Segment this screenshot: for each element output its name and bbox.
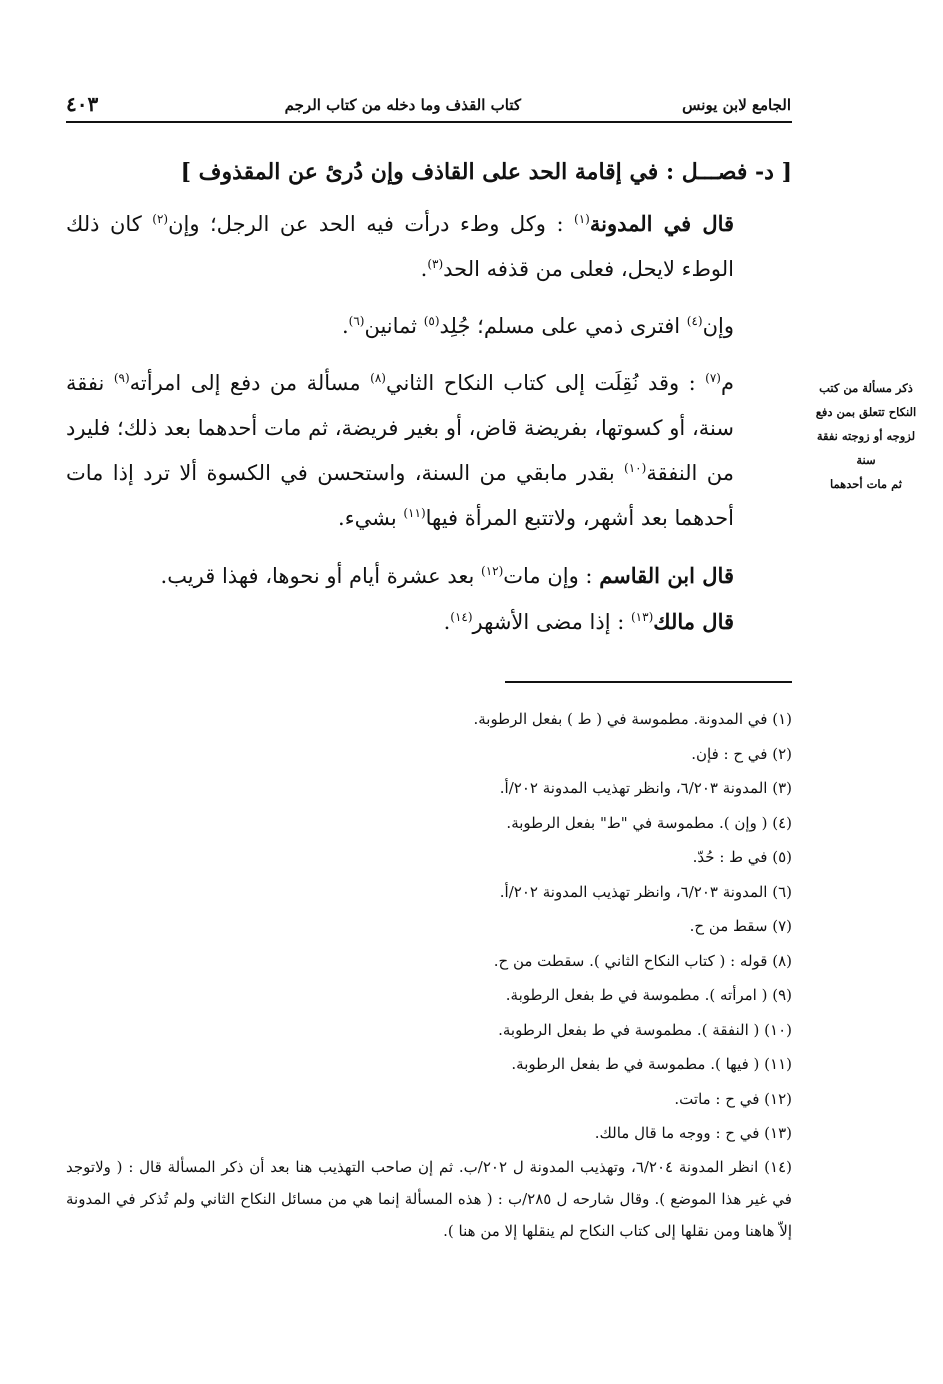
footnote-ref: (١٤) [450, 610, 473, 624]
footnotes [66, 702, 792, 1247]
footnote-ref: (٩) [113, 371, 130, 385]
footnote-ref: (٧) [705, 371, 721, 385]
footnote-ref: (٢) [152, 212, 169, 226]
running-header [66, 92, 791, 120]
paragraph-text: : إذا مضى الأشهر [472, 610, 631, 634]
paragraph-text: بعد عشرة أيام أو نحوها، فهذا قريب. [160, 564, 481, 588]
paragraph-text: مسألة من دفع إلى امرأته [129, 371, 371, 395]
marginal-note [806, 376, 926, 496]
footnote-ref: (٥) [423, 314, 440, 328]
footnote: (١١) ( فيها ). مطموسة في ط بفعل الرطوبة. [511, 1055, 792, 1073]
footnote: (١٤) انظر المدونة ٦/٢٠٤، وتهذيب المدونة ل ٢٠٢/ب. ثم إن صاحب التهذيب هنا بعد أن ذكر المسألة قال : ( ولاتوجد في غير هذا الموضع ). وقال شارحه ل ٢٨٥/ب : ( هذه المسألة إنما هي من مسائل النكاح الثاني ولم تُذكر في المدونة إلاّ هاهنا ومن نقلها إلى كتاب النكاح لم ينقلها إلا من هنا ). [66, 1157, 792, 1240]
paragraph-text: بقدر مابقي من السنة، واستحسن في الكسوة ألا ترد إذا مات أحدهما بعد أشهر، ولاتتبع المرأة فيها [66, 461, 734, 530]
footnote-separator [505, 681, 792, 683]
paragraph-text: كان ذلك الوطء لايحل، فعلى من قذفه الحد [66, 212, 734, 281]
footnote: (١٣) في ح : ووجه ما قال مالك. [594, 1124, 792, 1142]
footnote-ref: (٨) [370, 371, 386, 385]
paragraph-text: . [443, 610, 451, 634]
footnote: (٢) في ح : فإن. [691, 744, 792, 763]
marginal-line: لزوجه أو زوجته نفقة سنة [816, 429, 916, 467]
footnote: (٦) المدونة ٦/٢٠٣، وانظر تهذيب المدونة ٢٠٢/أ. [499, 882, 792, 901]
paragraph-text: . [420, 257, 428, 281]
marginal-line: ثم مات أحدهما [830, 477, 902, 491]
speaker-lead: قال في المدونة [589, 211, 735, 236]
paragraph-text: وإن [702, 314, 734, 338]
paragraph [66, 361, 792, 541]
paragraph-text: ثمانين [364, 314, 424, 338]
paragraph [66, 201, 792, 292]
paragraph-text: م [720, 371, 734, 395]
footnote-ref: (١٢) [481, 564, 504, 578]
paragraph-text: افترى ذمي على مسلم؛ جُلِد [439, 314, 687, 338]
footnote: (١٠) ( النفقة ). مطموسة في ط بفعل الرطوبة. [498, 1020, 792, 1039]
chapter-title: كتاب القذف وما دخله من كتاب الرجم [284, 96, 521, 114]
footnote-ref: (١٠) [624, 461, 647, 475]
paragraph-text: : وإن مات [503, 564, 600, 588]
footnote: (١٢) في ح : ماتت. [674, 1089, 792, 1108]
footnote-ref: (٤) [686, 314, 703, 328]
page-number: ٤٠٣ [66, 92, 99, 116]
footnote-ref: (١٣) [630, 610, 654, 624]
section-title: [ د- فصـــل : في إقامة الحد على القاذف وإن دُرئ عن المقذوف ] [180, 159, 792, 185]
speaker-lead: قال ابن القاسم [599, 563, 734, 588]
paragraph [66, 553, 792, 599]
book-title: الجامع لابن يونس [682, 96, 791, 114]
speaker-lead: قال مالك [653, 609, 734, 634]
paragraph-text: . [341, 314, 349, 338]
main-text [66, 150, 792, 645]
paragraph [66, 304, 792, 349]
header-rule [66, 121, 792, 123]
footnote: (٤) ( وإن ). مطموسة في "ط" بفعل الرطوبة. [506, 813, 792, 832]
paragraph-text: : وكل وطء درأت فيه الحد عن الرجل؛ وإن [168, 212, 575, 236]
footnote: (٧) سقط من ح. [689, 917, 792, 935]
footnote: (٣) المدونة ٦/٢٠٣، وانظر تهذيب المدونة ٢٠٢/أ. [499, 779, 792, 797]
footnote-ref: (٦) [348, 314, 365, 328]
marginal-line: ذكر مسألة من كتب [819, 381, 913, 395]
paragraph-text: : وقد نُقِلَت إلى كتاب النكاح الثاني [385, 371, 706, 395]
footnote: (٥) في ط : حُدّ. [692, 848, 792, 866]
paragraph-text: نفقة سنة، أو كسوتها، بفريضة قاض، أو بغير فريضة، ثم مات أحدهما بعد ذلك؛ فليرد من النفقة [66, 371, 734, 485]
footnote-ref: (١١) [403, 506, 426, 520]
footnote: (١) في المدونة. مطموسة في ( ط ) بفعل الرطوبة. [473, 710, 792, 728]
footnote: (٨) قوله : ( كتاب النكاح الثاني ). سقطت من ح. [493, 951, 792, 970]
footnote: (٩) ( امرأته ). مطموسة في ط بفعل الرطوبة. [505, 986, 792, 1004]
marginal-line: النكاح تتعلق بمن دفع [815, 405, 917, 419]
footnote-ref: (١) [574, 212, 590, 226]
footnote-ref: (٣) [427, 257, 444, 271]
paragraph-text: بشيء. [338, 506, 404, 530]
paragraph [66, 599, 792, 645]
